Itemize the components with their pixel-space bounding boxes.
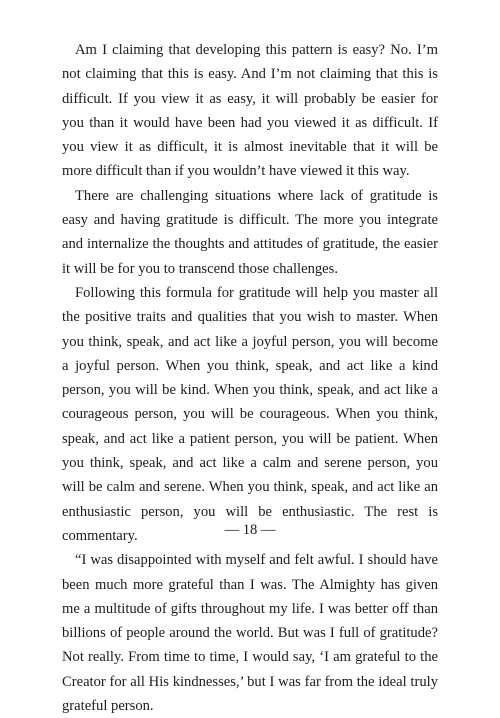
paragraph: Am I claiming that developing this pattern is easy? No. I’m not claiming that this is easy. And I’m not claiming that this is difficult. If you view it as easy, it will probably be easier for you than it would have been had you viewed it as difficult. If you view it as difficult, it is almost inevitable that it will be more difficult than if you wouldn’t have viewed it this way. bbox=[62, 42, 438, 180]
paragraph: “I was disappointed with myself and felt awful. I should have been much more grateful than I was. The Almighty has given me a multitude of gifts throughout my life. I was better off than billions of people around the world. But was I full of gratitude? Not really. From time to time, I would say, ‘I am grateful to the Creator for all His kindnesses,’ but I was far from the ideal truly grateful person. bbox=[62, 552, 438, 715]
page-number: — 18 — bbox=[224, 522, 276, 538]
paragraph: There are challenging situations where lack of gratitude is easy and having gratitude is difficult. The more you integrate and internalize the thoughts and attitudes of gratitude, the easier it will be for you to transcend those challenges. bbox=[62, 187, 438, 277]
paragraph: Following this formula for gratitude will help you master all the positive traits and qualities that you wish to master. When you think, speak, and act like a joyful person, you will become a joyful person. When you think, speak, and act like a kind person, you will be kind. When you think, speak, and act like a courageous person, you will be courageous. When you think, speak, and act like a patient person, you will be patient. When you think, speak, and act like a calm and serene person, you will be calm and serene. When you think, speak, and act like an enthusiastic person, you will be enthusiastic. The rest is commentary. bbox=[62, 284, 438, 544]
body-text bbox=[62, 38, 438, 718]
